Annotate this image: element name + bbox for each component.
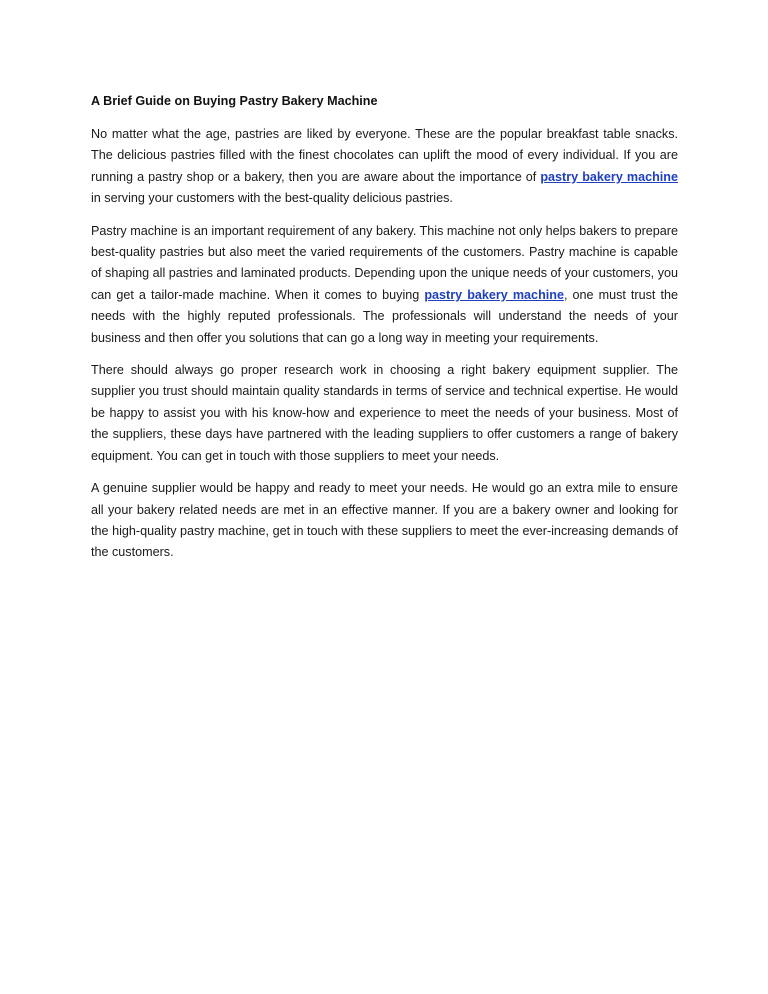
paragraph-1-text-before: No matter what the age, pastries are liked by everyone. These are the popular breakfast table snacks. The delicious pastries filled with the finest chocolates can uplift the mood of every individual. If you are running a pastry shop or a bakery, then you are aware about the importance of	[91, 127, 678, 184]
paragraph-2-text-before: Pastry machine is an important requirement of any bakery. This machine not only helps bakers to prepare best-quality pastries but also meet the varied requirements of the customers. Pastry machine is capable of shaping all pastries and laminated products. Depending upon the unique needs of your customers, you can get a tailor-made machine. When it comes to buying	[91, 223, 678, 302]
paragraph-2-text-after: , one must trust the needs with the highly reputed professionals. The professionals will understand the needs of your business and then offer you solutions that can go a long way in meeting your requirements.	[91, 287, 678, 345]
paragraph-3: There should always go proper research work in choosing a right bakery equipment supplier. The supplier you trust should maintain quality standards in terms of service and technical expertise. He would be happy to assist you with his know-how and experience to meet the needs of your business. Most of the suppliers, these days have partnered with the leading suppliers to offer customers a range of bakery equipment. You can get in touch with those suppliers to meet your needs.	[91, 363, 678, 463]
pastry-bakery-machine-link-1[interactable]: pastry bakery machine	[540, 169, 678, 184]
document-body	[91, 92, 678, 575]
paragraph-2	[91, 221, 678, 349]
paragraph-1	[91, 124, 678, 210]
document-title: A Brief Guide on Buying Pastry Bakery Machine	[91, 94, 378, 108]
paragraph-1-text-after: in serving your customers with the best-quality delicious pastries.	[91, 191, 453, 206]
paragraph-4: A genuine supplier would be happy and ready to meet your needs. He would go an extra mile to ensure all your bakery related needs are met in an effective manner. If you are a bakery owner and looking for the high-quality pastry machine, get in touch with these suppliers to meet the ever-increasing demands of the customers.	[91, 481, 678, 560]
pastry-bakery-machine-link-2[interactable]: pastry bakery machine	[424, 287, 564, 302]
